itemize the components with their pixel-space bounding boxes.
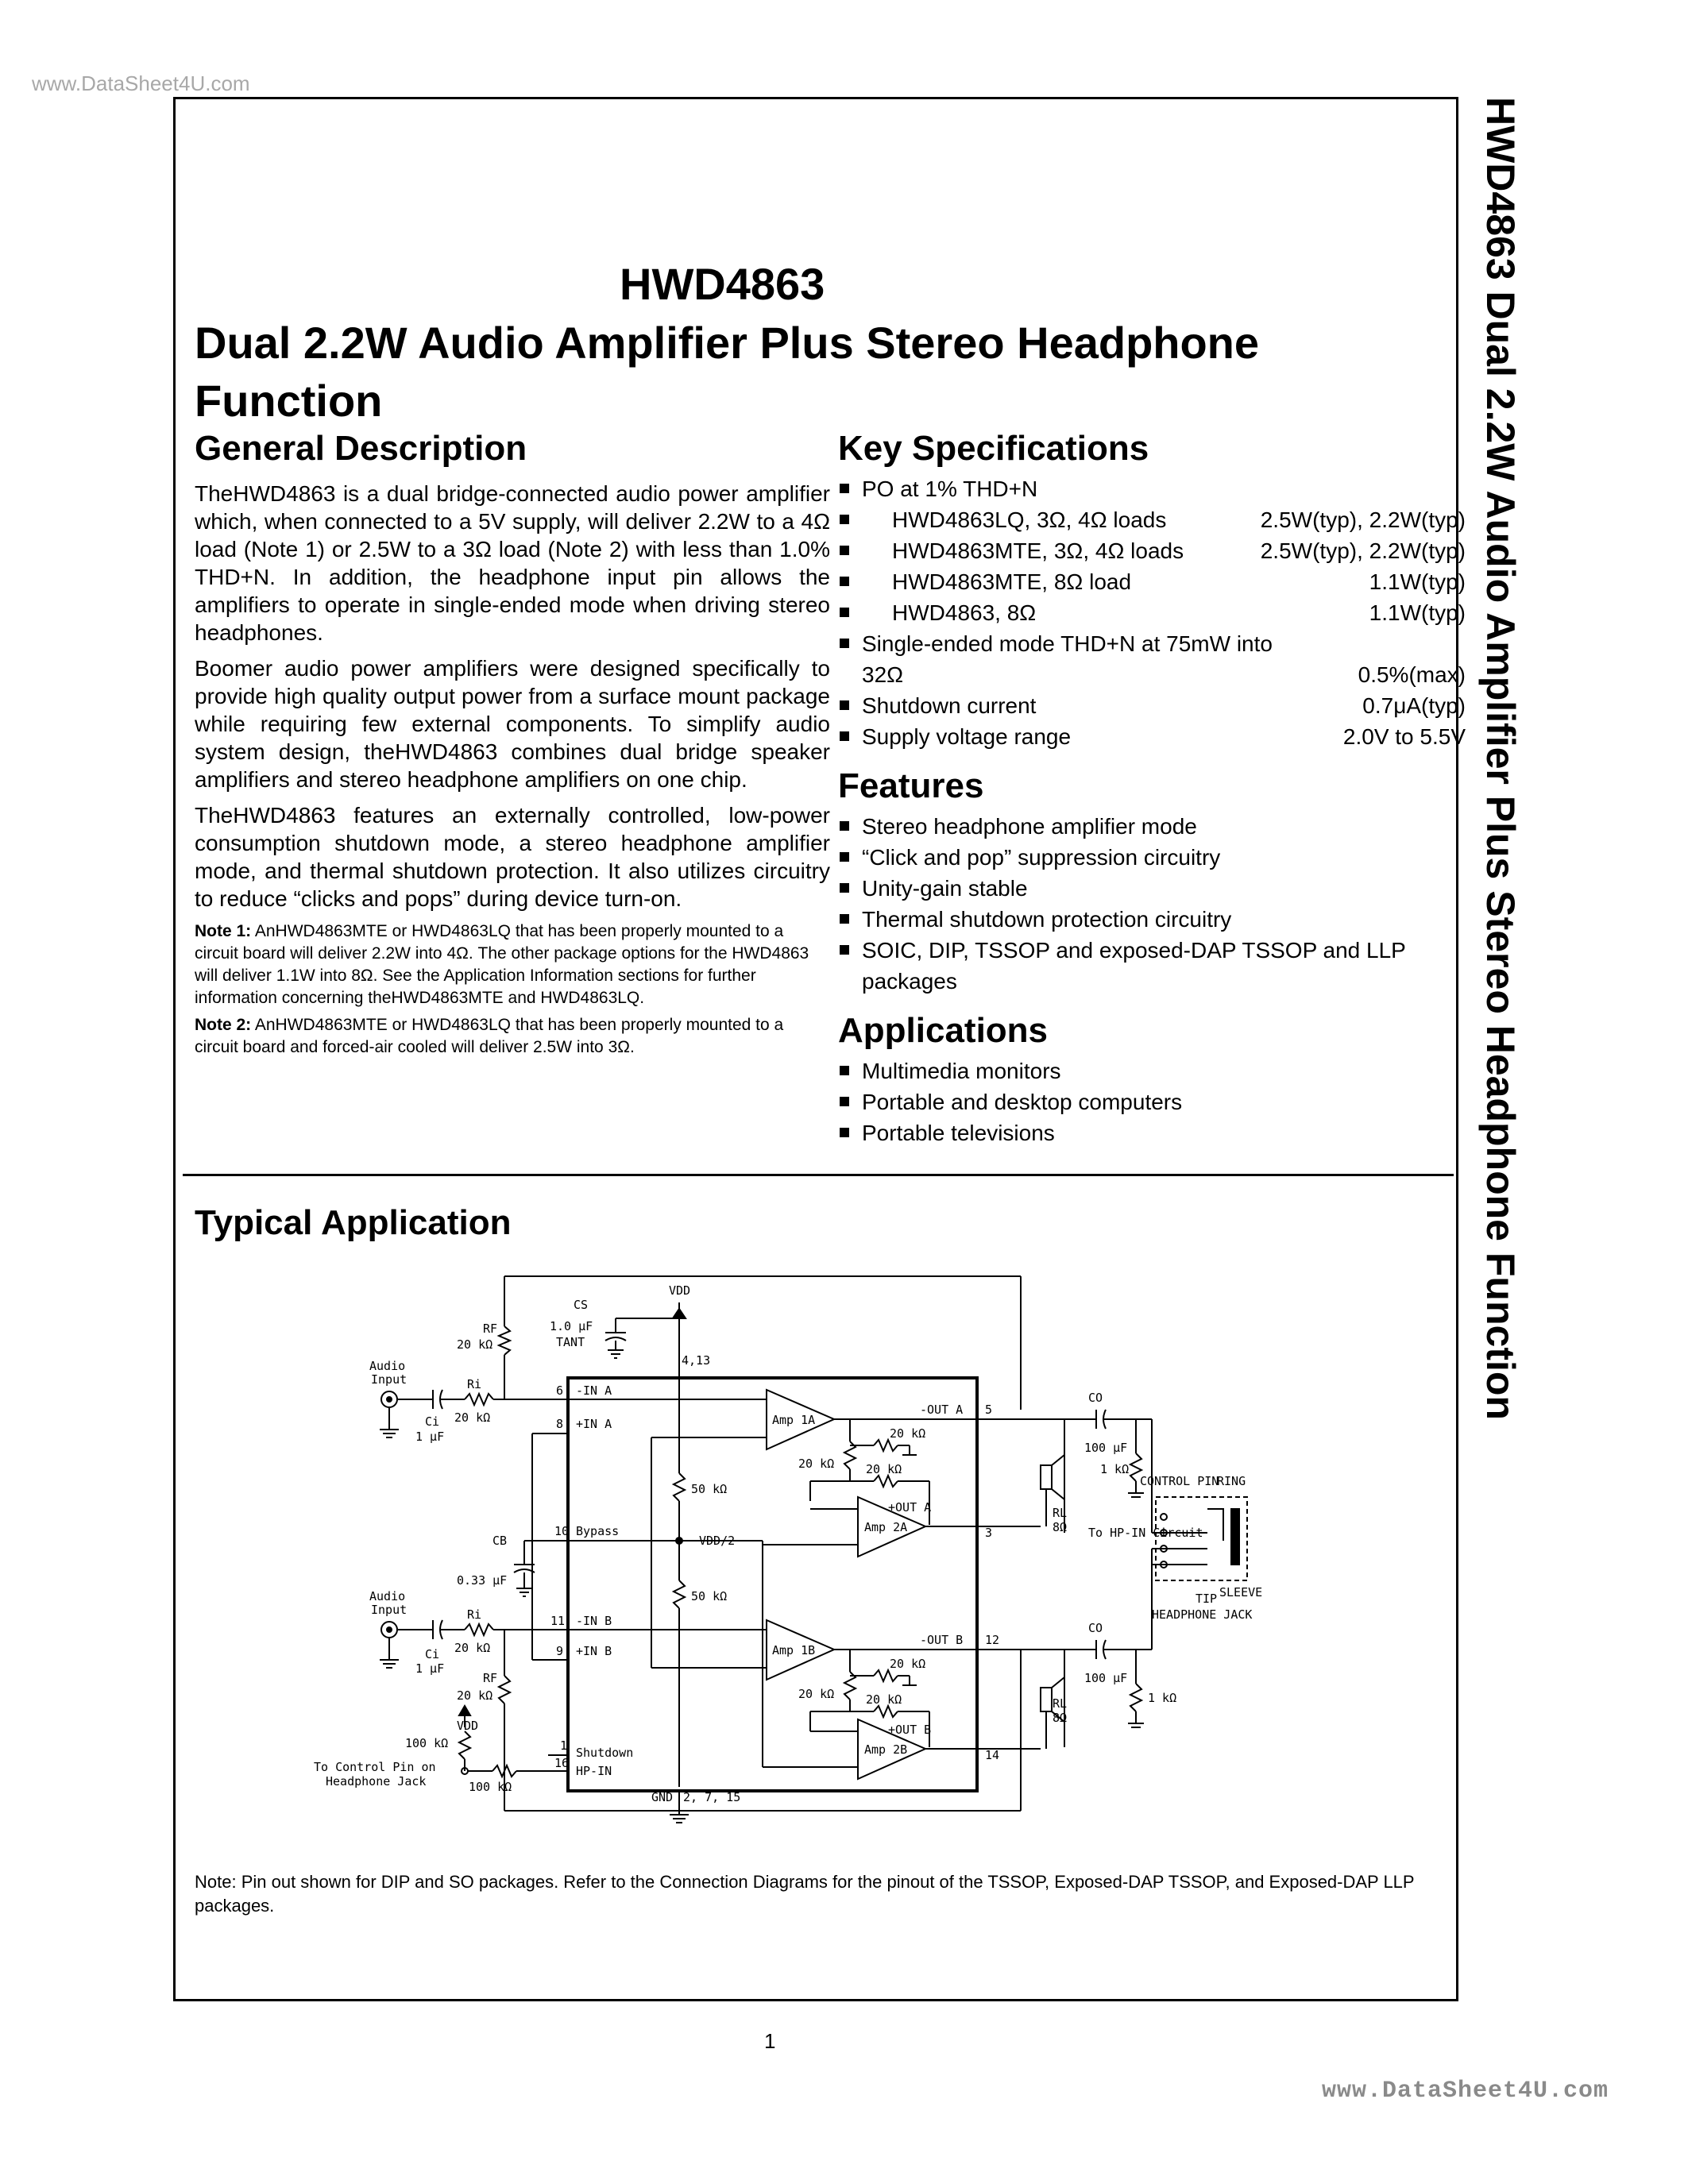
speaker-a-cone [1052,1455,1064,1499]
document-title: Dual 2.2W Audio Amplifier Plus Stereo Headphone Function [195,318,1260,426]
ri-a-value: 20 kΩ [454,1410,491,1425]
ci-a-label: Ci [425,1414,440,1429]
cs-tant: TANT [556,1335,585,1349]
right-column [838,429,1466,1148]
r-int-b2: 20 kΩ [866,1692,902,1707]
co-a-label: CO [1088,1391,1103,1405]
ri-b-label: Ri [467,1607,482,1622]
spec-single-ended: Single-ended mode THD+N at 75mW into 32Ω 0.5%(max) [838,628,1466,690]
ri-a-label: Ri [467,1377,482,1391]
pin9: 9 [556,1644,564,1658]
pin3: 3 [985,1526,993,1540]
co-b-value: 100 μF [1084,1671,1128,1685]
r100k-a: 100 kΩ [405,1736,449,1750]
pin12: 12 [985,1633,1000,1647]
rf-b-label: RF [483,1671,498,1685]
vdd2-label: VDD/2 [699,1534,736,1548]
side-title-text: HWD4863 Dual 2.2W Audio Amplifier Plus Stereo Headphone Function [1478,97,1523,1420]
schematic-footnote: Note: Pin out shown for DIP and SO packages. Refer to the Connection Diagrams for the pinout of the TSSOP, Exposed-DAP TSSOP, and Exposed-DAP LLP packages. [195,1872,1415,1916]
audio-input-a-label: Audio [369,1359,406,1373]
co-a-value: 100 μF [1084,1441,1128,1455]
co-b-label: CO [1088,1621,1103,1635]
applications-list [838,1055,1466,1148]
description-paragraph: TheHWD4863 features an externally controlled, low-power consumption shutdown mode, a stereo headphone amplifier mode, and thermal shutdown protection. It also utilizes circuitry to reduce “clicks and pops” during device turn-on. [195,803,830,911]
ci-b-value: 1 μF [415,1661,445,1676]
pin1: 1 [560,1738,568,1753]
vdd-pins-label: 4,13 [682,1353,711,1368]
hp-in-label: HP-IN [576,1764,612,1778]
to-control-label-1: To Control Pin on [314,1760,436,1774]
applications-heading: Applications [838,1011,1049,1050]
feature-item: Stereo headphone amplifier mode [838,811,1466,842]
in-b-neg: -IN B [576,1614,612,1628]
ci-a-value: 1 μF [415,1430,445,1444]
bypass-label: Bypass [576,1524,620,1538]
speaker-a [1041,1465,1052,1489]
page-number: 1 [764,2029,776,2053]
description-paragraph: Boomer audio power amplifiers were designed specifically to provide high quality output power from a surface mount package while requiring few external components. To simplify audio system design, theHWD4863 combines dual bridge speaker amplifiers and stereo headphone amplifiers on one chip. [195,656,830,792]
in-a-pos: +IN A [576,1417,612,1431]
cs-cap-plate-curve [605,1337,626,1341]
r100k-b: 100 kΩ [469,1780,512,1794]
rl-b-value: 8Ω [1053,1711,1068,1725]
tip-label: TIP [1196,1592,1218,1606]
note-1: Note 1: AnHWD4863MTE or HWD4863LQ that has been properly mounted to a circuit board will deliver 2.2W into 4Ω. The other package options for the HWD4863 will deliver 1.1W into 8Ω. See the Application Information sections for further information concerning theHWD4863MTE and HWD4863LQ. [195,922,809,1007]
r-int-a3: 20 kΩ [890,1426,926,1441]
gnd-label: GND [651,1790,674,1804]
ci-b-label: Ci [425,1647,440,1661]
out-b-neg: -OUT B [920,1633,964,1647]
out-b-pos: +OUT B [888,1723,932,1737]
spec-supply: Supply voltage range 2.0V to 5.5V [838,721,1466,752]
in-b-pos: +IN B [576,1644,612,1658]
spec-row: HWD4863MTE, 8Ω load 1.1W(typ) [838,566,1466,597]
rf-a-value: 20 kΩ [457,1337,493,1352]
sleeve-label: SLEEVE [1219,1585,1263,1599]
pin8: 8 [556,1417,564,1431]
speaker-b [1041,1688,1052,1711]
spec-row: HWD4863MTE, 3Ω, 4Ω loads 2.5W(typ), 2.2W(typ) [838,535,1466,566]
rf-b-value: 20 kΩ [457,1688,493,1703]
audio-input-b-label2: Input [371,1603,408,1617]
r-int-b3: 20 kΩ [890,1657,926,1671]
to-hp-label: To HP-IN Circuit [1088,1526,1203,1540]
key-specifications-heading: Key Specifications [838,429,1149,468]
feature-item: SOIC, DIP, TSSOP and exposed-DAP TSSOP and LLP packages [838,935,1466,997]
pin16: 16 [554,1756,570,1770]
out-a-neg: -OUT A [920,1403,964,1417]
typical-application-heading: Typical Application [195,1203,512,1242]
rl-a-label: RL [1053,1506,1068,1520]
cs-value: 1.0 μF [550,1319,593,1333]
pin6: 6 [556,1383,564,1398]
vdd-label: VDD [669,1283,691,1298]
headphone-jack-label: HEADPHONE JACK [1152,1607,1253,1622]
section-divider [183,1174,1454,1176]
r-int-a2: 20 kΩ [866,1462,902,1476]
r-int-a1: 20 kΩ [798,1457,835,1471]
rf-a-label: RF [483,1322,498,1336]
features-heading: Features [838,766,984,805]
application-item: Portable and desktop computers [838,1086,1466,1117]
rl-b-label: RL [1053,1696,1068,1711]
feature-item: Unity-gain stable [838,873,1466,904]
amp-1b-label: Amp 1B [772,1643,816,1657]
application-item: Multimedia monitors [838,1055,1466,1086]
rl-a-value: 8Ω [1053,1520,1068,1534]
spec-po: PO at 1% THD+N [838,473,1466,504]
feature-item: Thermal shutdown protection circuitry [838,904,1466,935]
amp-1a-label: Amp 1A [772,1413,816,1427]
vdd-arrow [673,1309,686,1318]
spec-shutdown: Shutdown current 0.7μA(typ) [838,690,1466,721]
vdd-hp-label: VDD [457,1719,479,1733]
general-description [195,429,830,1063]
r50k-bot: 50 kΩ [691,1589,728,1603]
spec-row: HWD4863LQ, 3Ω, 4Ω loads 2.5W(typ), 2.2W(typ) [838,504,1466,535]
ri-b-value: 20 kΩ [454,1641,491,1655]
description-paragraph: TheHWD4863 is a dual bridge-connected audio power amplifier which, when connected to a 5V supply, will deliver 2.2W to a 4Ω load (Note 1) or 2.5W to a 3Ω load (Note 2) with less than 1.0% THD+N. In addition, the headphone input pin allows the amplifiers to operate in single-ended mode when driving stereo headphones. [195,481,830,645]
feature-item: “Click and pop” suppression circuitry [838,842,1466,873]
side-title [1460,97,1539,1487]
r-int-b1: 20 kΩ [798,1687,835,1701]
part-number: HWD4863 [620,259,825,309]
audio-input-a-label2: Input [371,1372,408,1387]
gnd-pins-label: 2, 7, 15 [683,1790,741,1804]
spec-row: HWD4863, 8Ω 1.1W(typ) [838,597,1466,628]
cs-label: CS [574,1298,589,1312]
general-description-heading: General Description [195,429,527,468]
pin10: 10 [554,1524,570,1538]
typical-application-schematic [302,1271,1350,1827]
pin14: 14 [985,1748,1000,1762]
out-a-pos: +OUT A [888,1500,932,1515]
cb-value: 0.33 μF [457,1573,508,1588]
to-control-label-2: Headphone Jack [326,1774,427,1788]
note-2: Note 2: AnHWD4863MTE or HWD4863LQ that has been properly mounted to a circuit board and forced-air cooled will deliver 2.5W into 3Ω. [195,1016,784,1056]
pin5: 5 [985,1403,993,1417]
amp-2a-label: Amp 2A [864,1520,908,1534]
cb-label: CB [492,1534,508,1548]
ring-label: RING [1217,1474,1246,1488]
amp-2b-label: Amp 2B [864,1742,908,1757]
key-specifications-list [838,473,1466,752]
watermark-top: www.DataSheet4U.com [32,71,250,95]
r1k-a: 1 kΩ [1100,1462,1130,1476]
pin11: 11 [550,1614,566,1628]
watermark-bottom: www.DataSheet4U.com [1321,2078,1609,2105]
control-pin-label: CONTROL PIN [1140,1474,1219,1488]
r1k-b: 1 kΩ [1148,1691,1177,1705]
r50k-top: 50 kΩ [691,1482,728,1496]
audio-input-b-label: Audio [369,1589,406,1603]
features-list [838,811,1466,997]
in-a-neg: -IN A [576,1383,612,1398]
shutdown-label: Shutdown [576,1746,634,1760]
application-item: Portable televisions [838,1117,1466,1148]
